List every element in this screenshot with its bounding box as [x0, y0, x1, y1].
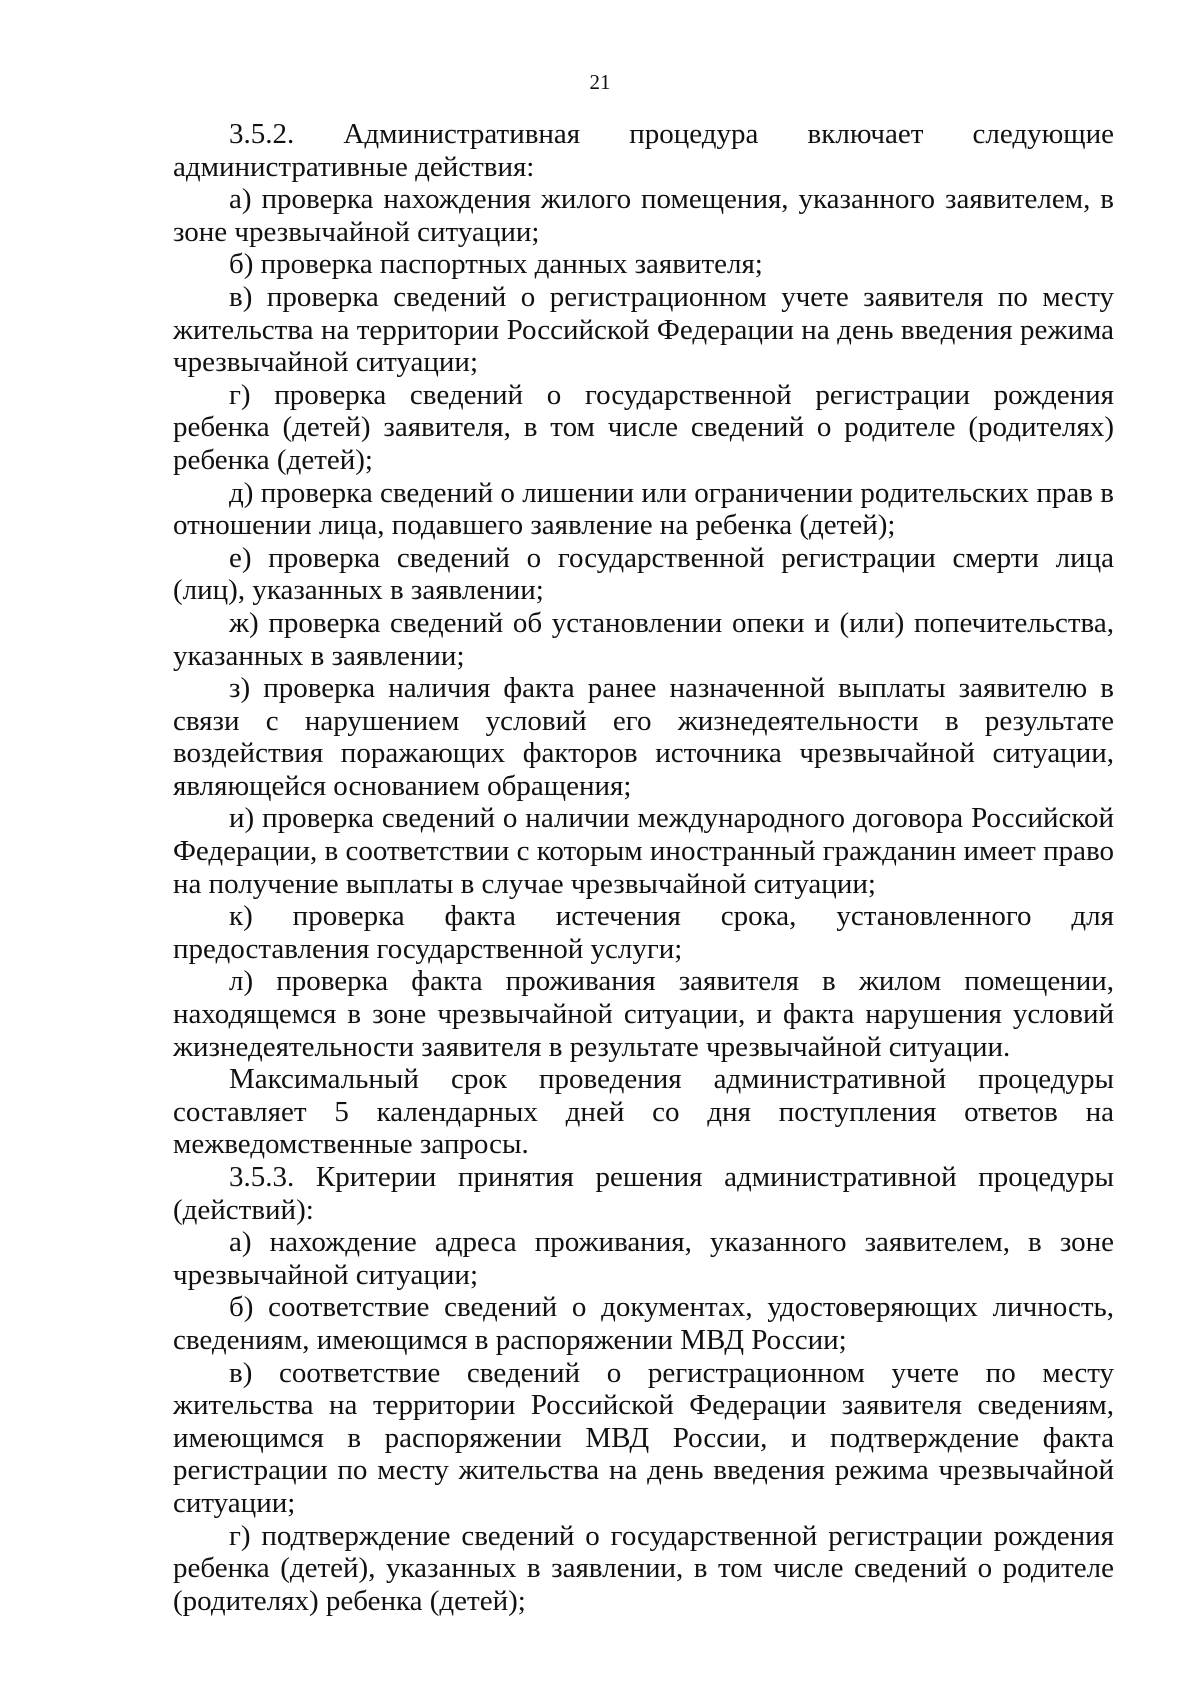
paragraph-criteria-v: в) соответствие сведений о регистрационном учете по месту жительства на территории Российской Федерации заявителя сведениям, имеющимся в распоряжении МВД России, и подтверждение факта регистрации по месту жительства на день введения режима чрезвычайной ситуации; — [173, 1356, 1114, 1519]
paragraph-max-duration: Максимальный срок проведения административной процедуры составляет 5 календарных дней со дня поступления ответов на межведомственные запросы. — [173, 1063, 1114, 1161]
paragraph-item-g: г) проверка сведений о государственной регистрации рождения ребенка (детей) заявителя, в том числе сведений о родителе (родителях) ребенка (детей); — [173, 378, 1114, 476]
paragraph-3-5-2-intro: 3.5.2. Административная процедура включает следующие административные действия: — [173, 118, 1114, 183]
paragraph-criteria-a: а) нахождение адреса проживания, указанного заявителем, в зоне чрезвычайной ситуации; — [173, 1226, 1114, 1291]
paragraph-item-k: к) проверка факта истечения срока, установленного для предоставления государственной услуги; — [173, 900, 1114, 965]
paragraph-criteria-g: г) подтверждение сведений о государственной регистрации рождения ребенка (детей), указанных в заявлении, в том числе сведений о родителе (родителях) ребенка (детей); — [173, 1519, 1114, 1617]
paragraph-3-5-3-criteria: 3.5.3. Критерии принятия решения административной процедуры (действий): — [173, 1161, 1114, 1226]
paragraph-item-z: з) проверка наличия факта ранее назначенной выплаты заявителю в связи с нарушением условий его жизнедеятельности в результате воздействия поражающих факторов источника чрезвычайной ситуации, являющейся основанием обращения; — [173, 672, 1114, 802]
paragraph-item-d: д) проверка сведений о лишении или ограничении родительских прав в отношении лица, подавшего заявление на ребенка (детей); — [173, 476, 1114, 542]
paragraph-item-l: л) проверка факта проживания заявителя в жилом помещении, находящемся в зоне чрезвычайной ситуации, и факта нарушения условий жизнедеятельности заявителя в результате чрезвычайной ситуации. — [173, 965, 1114, 1063]
paragraph-item-v: в) проверка сведений о регистрационном учете заявителя по месту жительства на территории Российской Федерации на день введения режима чрезвычайной ситуации; — [173, 280, 1114, 379]
paragraph-item-i: и) проверка сведений о наличии международного договора Российской Федерации, в соответствии с которым иностранный гражданин имеет право на получение выплаты в случае чрезвычайной ситуации; — [173, 802, 1114, 900]
paragraph-item-b: б) проверка паспортных данных заявителя; — [229, 248, 763, 281]
paragraph-item-zh: ж) проверка сведений об установлении опеки и (или) попечительства, указанных в заявлении; — [173, 606, 1114, 672]
document-body — [173, 118, 1114, 1617]
paragraph-criteria-b: б) соответствие сведений о документах, удостоверяющих личность, сведениям, имеющимся в распоряжении МВД России; — [173, 1291, 1114, 1356]
paragraph-item-a: а) проверка нахождения жилого помещения, указанного заявителем, в зоне чрезвычайной ситуации; — [173, 183, 1114, 248]
paragraph-item-e: е) проверка сведений о государственной регистрации смерти лица (лиц), указанных в заявлении; — [173, 541, 1114, 607]
page-number: 21 — [589, 70, 611, 94]
